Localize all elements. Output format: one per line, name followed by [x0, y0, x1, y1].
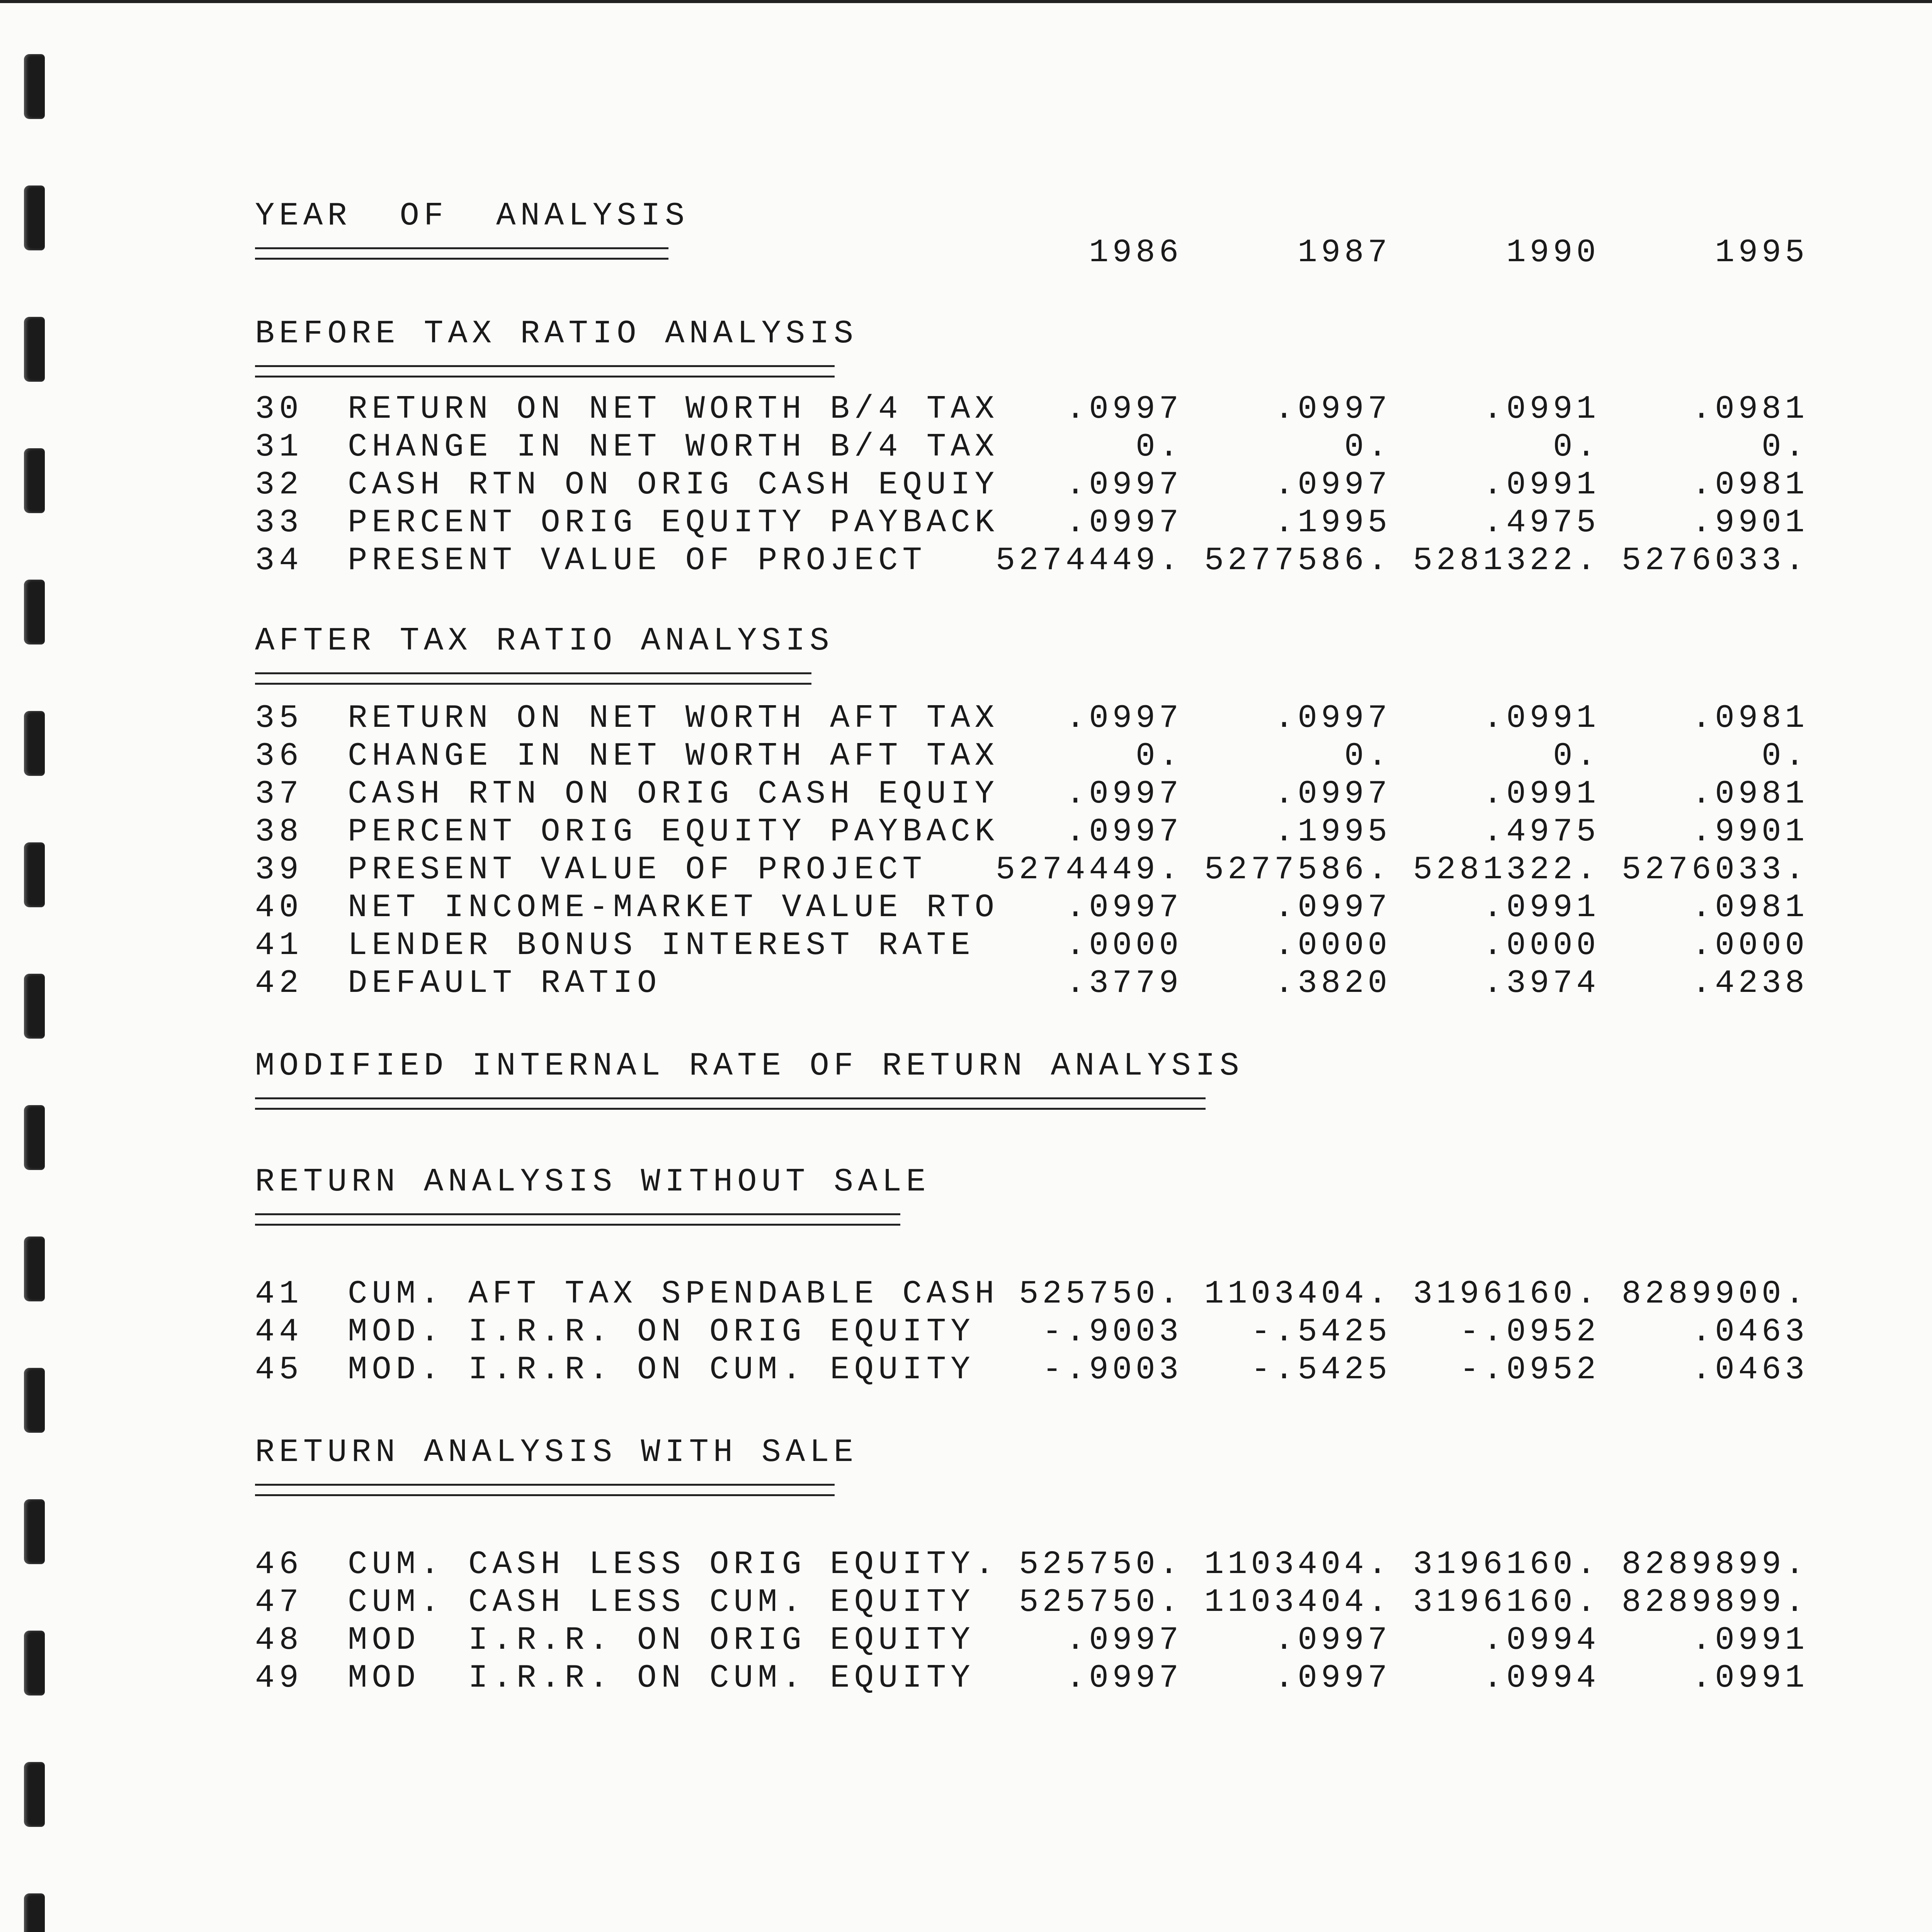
- section-underline: [255, 365, 835, 378]
- row-number: 31: [255, 429, 303, 466]
- row-value: 525750.: [1019, 1276, 1182, 1313]
- row-value: .0994: [1483, 1660, 1600, 1697]
- row-value: .0997: [1065, 814, 1182, 850]
- section-underline: [255, 1484, 835, 1496]
- row-value: 0.: [1136, 738, 1182, 775]
- row-label: CASH RTN ON ORIG CASH EQUIY: [348, 467, 999, 503]
- row-value: .0981: [1691, 776, 1808, 813]
- row-value: 8289899.: [1621, 1584, 1808, 1621]
- row-value: -.9003: [1042, 1314, 1182, 1350]
- row-value: 0.: [1553, 429, 1600, 466]
- row-value: .0997: [1274, 1622, 1391, 1659]
- row-value: 1103404.: [1204, 1276, 1391, 1313]
- row-value: 5276033.: [1621, 543, 1808, 579]
- row-value: .0997: [1274, 1660, 1391, 1697]
- row-value: .3820: [1274, 965, 1391, 1002]
- row-label: CUM. AFT TAX SPENDABLE CASH: [348, 1276, 999, 1313]
- row-label: CUM. CASH LESS ORIG EQUITY.: [348, 1546, 999, 1583]
- row-number: 32: [255, 467, 303, 503]
- row-value: .3974: [1483, 965, 1600, 1002]
- row-number: 38: [255, 814, 303, 850]
- row-value: 1103404.: [1204, 1584, 1391, 1621]
- row-label: RETURN ON NET WORTH B/4 TAX: [348, 391, 999, 428]
- row-value: .0463: [1691, 1314, 1808, 1350]
- row-label: PERCENT ORIG EQUITY PAYBACK: [348, 505, 999, 541]
- row-label: CHANGE IN NET WORTH AFT TAX: [348, 738, 999, 775]
- section-underline: [255, 1097, 1206, 1110]
- section-title: BEFORE TAX RATIO ANALYSIS: [255, 316, 858, 352]
- row-value: .0997: [1065, 505, 1182, 541]
- row-number: 48: [255, 1622, 303, 1659]
- row-value: 8289900.: [1621, 1276, 1808, 1313]
- row-value: .0997: [1065, 889, 1182, 926]
- row-value: 0.: [1136, 429, 1182, 466]
- row-value: .4238: [1691, 965, 1808, 1002]
- row-number: 47: [255, 1584, 303, 1621]
- row-value: .0991: [1691, 1622, 1808, 1659]
- row-value: .1995: [1274, 505, 1391, 541]
- row-value: .0000: [1065, 927, 1182, 964]
- row-value: -.0952: [1459, 1314, 1600, 1350]
- row-value: 3196160.: [1413, 1276, 1600, 1313]
- row-value: .0997: [1274, 391, 1391, 428]
- row-value: 0.: [1762, 429, 1808, 466]
- row-value: .0981: [1691, 700, 1808, 737]
- row-value: 5281322.: [1413, 543, 1600, 579]
- row-number: 36: [255, 738, 303, 775]
- row-number: 45: [255, 1352, 303, 1388]
- row-value: .0997: [1274, 700, 1391, 737]
- row-number: 44: [255, 1314, 303, 1350]
- row-number: 33: [255, 505, 303, 541]
- section-title: AFTER TAX RATIO ANALYSIS: [255, 623, 834, 660]
- row-number: 42: [255, 965, 303, 1002]
- row-value: .9901: [1691, 814, 1808, 850]
- row-value: .0000: [1483, 927, 1600, 964]
- row-label: RETURN ON NET WORTH AFT TAX: [348, 700, 999, 737]
- row-value: 0.: [1344, 738, 1391, 775]
- row-value: .0997: [1065, 1660, 1182, 1697]
- row-number: 37: [255, 776, 303, 813]
- row-value: .4975: [1483, 814, 1600, 850]
- row-value: 3196160.: [1413, 1584, 1600, 1621]
- row-value: .9901: [1691, 505, 1808, 541]
- year-column-header: 1990: [1506, 235, 1600, 271]
- row-label: MOD. I.R.R. ON ORIG EQUITY: [348, 1314, 975, 1350]
- row-value: .0994: [1483, 1622, 1600, 1659]
- row-value: 5277586.: [1204, 852, 1391, 888]
- row-value: .0991: [1483, 776, 1600, 813]
- row-value: .0991: [1483, 467, 1600, 503]
- year-of-analysis-underline: [255, 247, 668, 260]
- section-underline: [255, 1213, 900, 1226]
- row-value: 8289899.: [1621, 1546, 1808, 1583]
- row-number: 46: [255, 1546, 303, 1583]
- row-value: .0991: [1483, 391, 1600, 428]
- row-value: .0991: [1483, 889, 1600, 926]
- row-label: CUM. CASH LESS CUM. EQUITY: [348, 1584, 975, 1621]
- row-label: CHANGE IN NET WORTH B/4 TAX: [348, 429, 999, 466]
- row-value: 0.: [1553, 738, 1600, 775]
- section-underline: [255, 672, 811, 685]
- row-value: 5281322.: [1413, 852, 1600, 888]
- section-title: MODIFIED INTERNAL RATE OF RETURN ANALYSIS: [255, 1048, 1244, 1085]
- row-value: .0997: [1274, 467, 1391, 503]
- year-column-header: 1987: [1298, 235, 1391, 271]
- row-value: -.9003: [1042, 1352, 1182, 1388]
- row-value: 5277586.: [1204, 543, 1391, 579]
- row-value: .0981: [1691, 391, 1808, 428]
- row-number: 35: [255, 700, 303, 737]
- row-number: 41: [255, 1276, 303, 1313]
- row-label: MOD I.R.R. ON CUM. EQUITY: [348, 1660, 975, 1697]
- row-value: -.5425: [1251, 1352, 1391, 1388]
- row-value: 0.: [1344, 429, 1391, 466]
- row-label: NET INCOME-MARKET VALUE RTO: [348, 889, 999, 926]
- section-title: RETURN ANALYSIS WITH SALE: [255, 1434, 858, 1471]
- row-label: CASH RTN ON ORIG CASH EQUIY: [348, 776, 999, 813]
- row-value: .0991: [1691, 1660, 1808, 1697]
- row-label: PERCENT ORIG EQUITY PAYBACK: [348, 814, 999, 850]
- row-label: MOD I.R.R. ON ORIG EQUITY: [348, 1622, 975, 1659]
- row-value: 3196160.: [1413, 1546, 1600, 1583]
- row-value: -.5425: [1251, 1314, 1391, 1350]
- row-value: .0991: [1483, 700, 1600, 737]
- row-value: 5276033.: [1621, 852, 1808, 888]
- section-title: RETURN ANALYSIS WITHOUT SALE: [255, 1164, 930, 1201]
- row-value: 525750.: [1019, 1584, 1182, 1621]
- row-value: .0997: [1065, 1622, 1182, 1659]
- row-label: PRESENT VALUE OF PROJECT: [348, 543, 927, 579]
- row-value: .0000: [1274, 927, 1391, 964]
- row-value: -.0952: [1459, 1352, 1600, 1388]
- row-value: .0997: [1065, 391, 1182, 428]
- row-value: 0.: [1762, 738, 1808, 775]
- row-value: .0981: [1691, 467, 1808, 503]
- row-number: 41: [255, 927, 303, 964]
- year-of-analysis-title: YEAR OF ANALYSIS: [255, 198, 689, 235]
- row-value: .0997: [1274, 889, 1391, 926]
- row-number: 34: [255, 543, 303, 579]
- row-value: .0000: [1691, 927, 1808, 964]
- row-number: 39: [255, 852, 303, 888]
- row-number: 30: [255, 391, 303, 428]
- row-value: .0997: [1065, 700, 1182, 737]
- row-value: 5274449.: [995, 543, 1182, 579]
- row-value: .4975: [1483, 505, 1600, 541]
- row-number: 40: [255, 889, 303, 926]
- row-label: LENDER BONUS INTEREST RATE: [348, 927, 975, 964]
- row-value: .0997: [1065, 776, 1182, 813]
- row-value: .0981: [1691, 889, 1808, 926]
- row-value: .1995: [1274, 814, 1391, 850]
- year-column-header: 1986: [1089, 235, 1182, 271]
- row-value: 1103404.: [1204, 1546, 1391, 1583]
- row-label: PRESENT VALUE OF PROJECT: [348, 852, 927, 888]
- row-number: 49: [255, 1660, 303, 1697]
- row-value: .0463: [1691, 1352, 1808, 1388]
- row-label: DEFAULT RATIO: [348, 965, 662, 1002]
- year-column-header: 1995: [1715, 235, 1808, 271]
- row-value: .3779: [1065, 965, 1182, 1002]
- row-value: .0997: [1065, 467, 1182, 503]
- row-label: MOD. I.R.R. ON CUM. EQUITY: [348, 1352, 975, 1388]
- row-value: 5274449.: [995, 852, 1182, 888]
- row-value: 525750.: [1019, 1546, 1182, 1583]
- row-value: .0997: [1274, 776, 1391, 813]
